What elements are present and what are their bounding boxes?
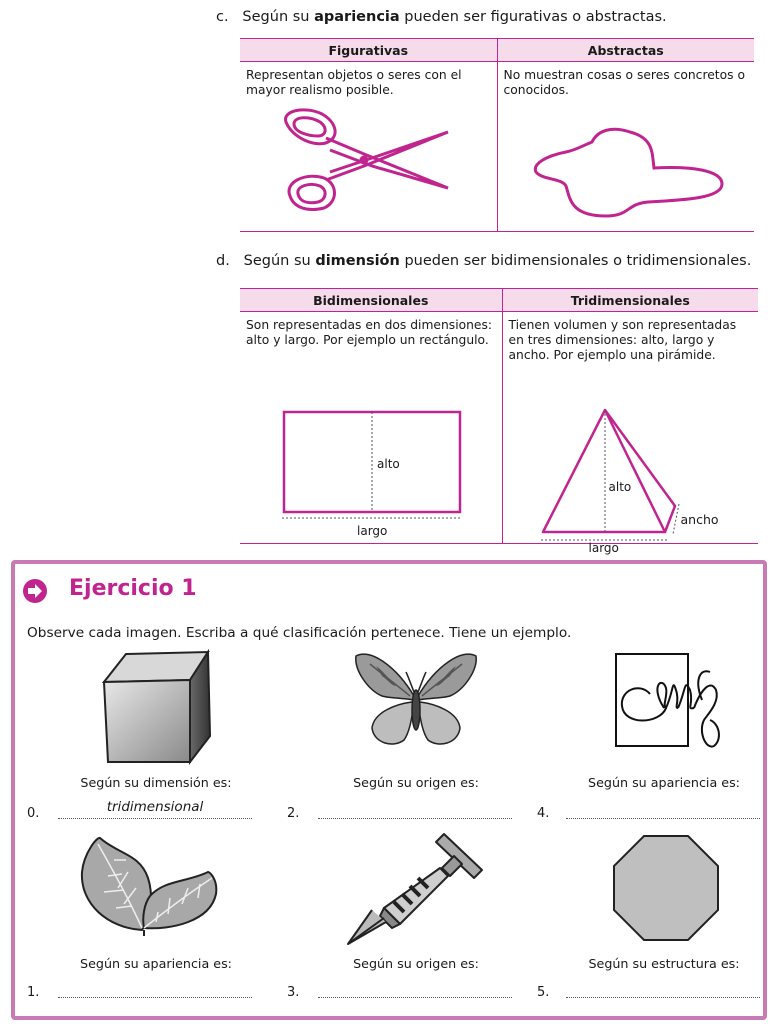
pyramid-alto-label: alto bbox=[608, 480, 632, 494]
bidimensionales-description: Son representadas en dos dimensiones: alto y largo. Por ejemplo un rectángulo. bbox=[246, 318, 493, 347]
header-abstractas: Abstractas bbox=[497, 39, 754, 62]
section-d-heading: d. Según su dimensión pueden ser bidimensionales o tridimensionales. bbox=[216, 253, 752, 269]
rect-alto-label: alto bbox=[377, 457, 400, 471]
rectangle-diagram bbox=[274, 402, 474, 542]
dimension-table bbox=[240, 288, 758, 555]
abstractas-cell bbox=[497, 62, 754, 232]
abstract-blob-icon bbox=[526, 120, 726, 220]
item-2-prompt: Según su origen es: bbox=[353, 775, 479, 790]
section-d-letter: d. bbox=[216, 253, 230, 269]
header-bidimensionales: Bidimensionales bbox=[240, 289, 502, 312]
item-4-answer-line[interactable] bbox=[566, 818, 760, 819]
bidimensionales-cell bbox=[240, 312, 502, 544]
item-3-number: 3. bbox=[287, 985, 300, 1000]
header-tridimensionales: Tridimensionales bbox=[502, 289, 758, 312]
item-5-answer-line[interactable] bbox=[566, 997, 760, 998]
figurativas-description: Representan objetos o seres con el mayor realismo posible. bbox=[246, 68, 462, 97]
section-c-bold: apariencia bbox=[314, 9, 400, 25]
section-c-heading: c. Según su apariencia pueden ser figurativas o abstractas. bbox=[216, 9, 667, 25]
arrow-circle-icon bbox=[22, 578, 48, 604]
abstractas-description: No muestran cosas o seres concretos o conocidos. bbox=[503, 68, 745, 97]
pyramid-ancho-label: ancho bbox=[680, 512, 719, 527]
item-1-answer-line[interactable] bbox=[58, 997, 252, 998]
item-2-number: 2. bbox=[287, 806, 300, 821]
section-c-letter: c. bbox=[216, 9, 229, 25]
octagon-icon bbox=[610, 832, 722, 944]
item-0-answer-line[interactable] bbox=[58, 818, 252, 819]
exercise-instruction: Observe cada imagen. Escriba a qué clasificación pertenece. Tiene un ejemplo. bbox=[27, 625, 572, 641]
scissors-icon bbox=[280, 108, 460, 216]
pyramid-largo-label: largo bbox=[588, 541, 619, 555]
rect-largo-label: largo bbox=[357, 524, 388, 538]
item-0-prompt: Según su dimensión es: bbox=[80, 775, 232, 790]
cube-icon bbox=[96, 648, 216, 766]
item-3-answer-line[interactable] bbox=[318, 997, 512, 998]
exercise-title: Ejercicio 1 bbox=[69, 576, 197, 601]
item-1-prompt: Según su apariencia es: bbox=[80, 956, 232, 971]
item-1-number: 1. bbox=[27, 985, 40, 1000]
item-0-number: 0. bbox=[27, 806, 40, 821]
tridimensionales-cell bbox=[502, 312, 758, 555]
syringe-icon bbox=[344, 828, 488, 946]
item-4-number: 4. bbox=[537, 806, 550, 821]
header-figurativas: Figurativas bbox=[240, 39, 497, 62]
item-5-prompt: Según su estructura es: bbox=[588, 956, 740, 971]
figurativas-cell bbox=[240, 62, 497, 232]
item-0-answer: tridimensional bbox=[106, 799, 204, 815]
appearance-table bbox=[240, 38, 754, 232]
abstract-scribble-icon bbox=[610, 650, 730, 764]
tridimensionales-description: Tienen volumen y son representadas en tres dimensiones: alto, largo y ancho. Por ejemplo una pirámide. bbox=[508, 318, 737, 362]
item-4-prompt: Según su apariencia es: bbox=[588, 775, 740, 790]
butterfly-icon bbox=[352, 646, 480, 756]
section-d-bold: dimensión bbox=[315, 253, 400, 269]
item-2-answer-line[interactable] bbox=[318, 818, 512, 819]
item-3-prompt: Según su origen es: bbox=[353, 956, 479, 971]
item-5-number: 5. bbox=[537, 985, 550, 1000]
leaves-icon bbox=[78, 832, 218, 936]
